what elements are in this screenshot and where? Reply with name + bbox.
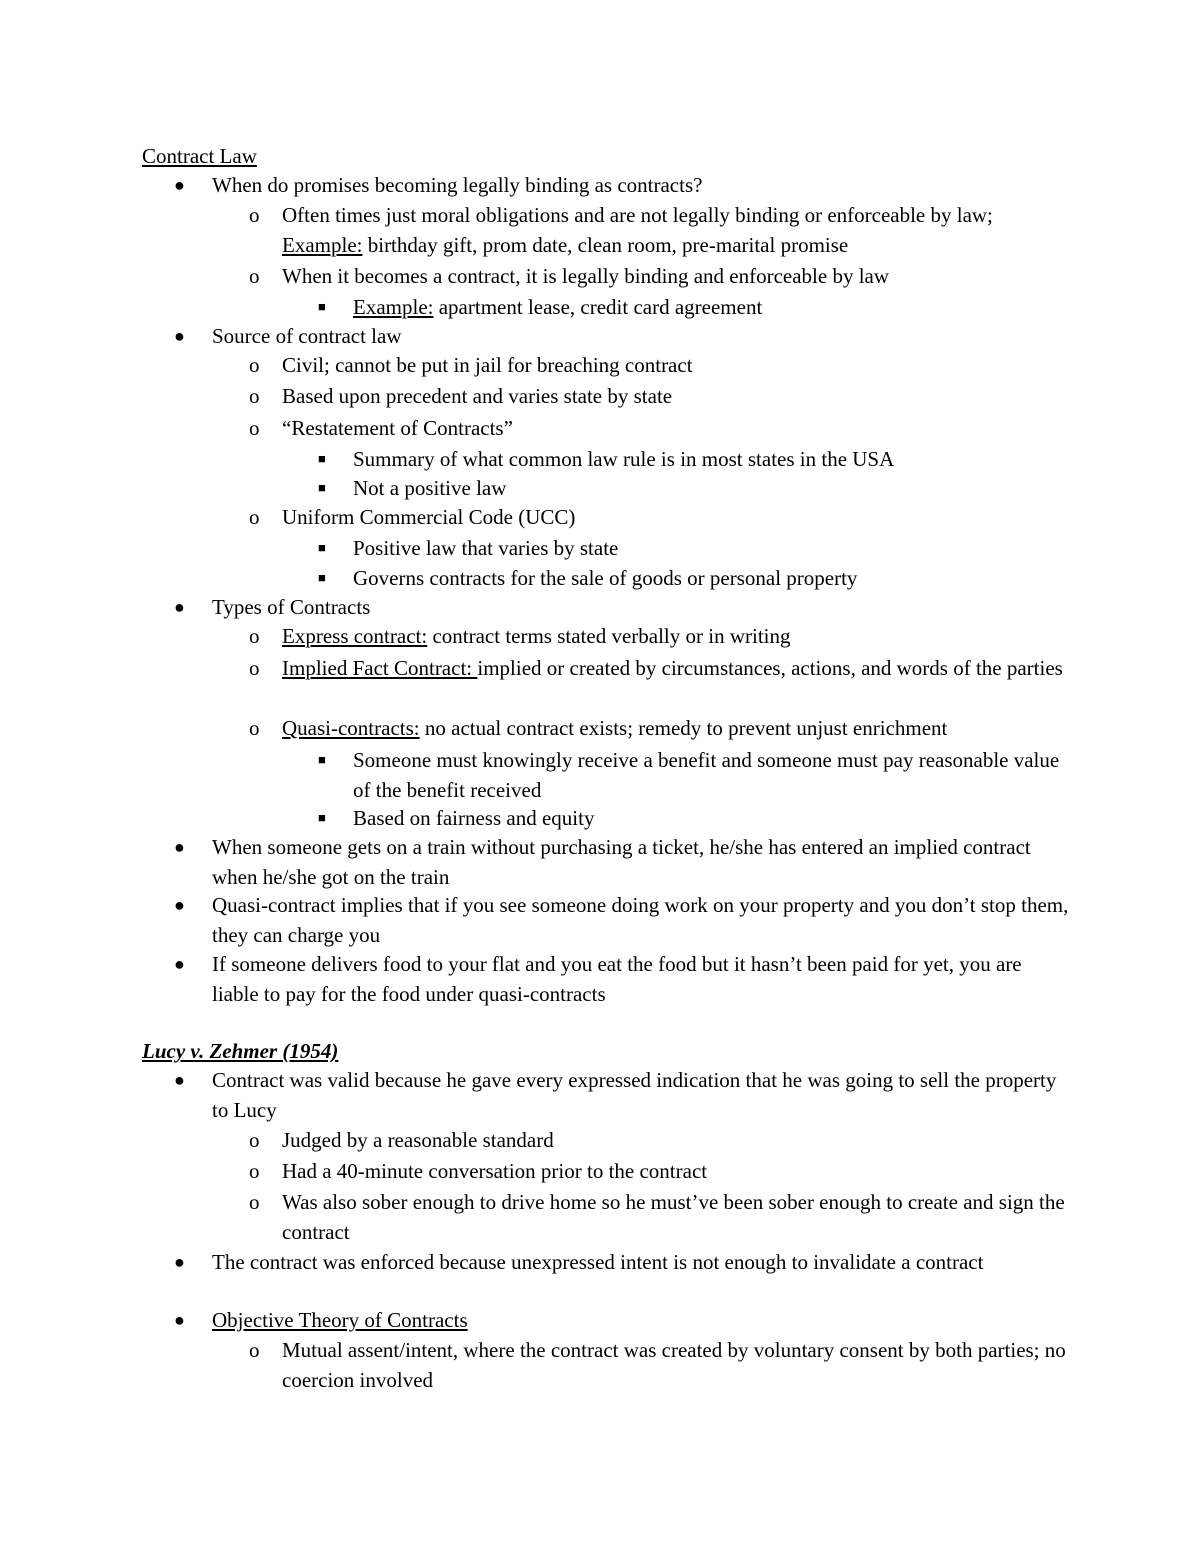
- bullet-circle: o: [249, 353, 260, 377]
- item-text: Often times just moral obligations and are not legally binding or enforceable by law;: [282, 203, 993, 227]
- bullet-circle: o: [249, 505, 260, 529]
- item-text: Had a 40-minute conversation prior to the contract: [282, 1159, 708, 1183]
- item-text: Someone must knowingly receive a benefit and someone must pay reasonable value of the benefit received: [353, 748, 1060, 802]
- bullet-square: ■: [318, 299, 326, 314]
- item-text: Contract was valid because he gave every expressed indication that he was going to sell the property to Lucy: [212, 1068, 1057, 1122]
- list-item: [318, 745, 1073, 805]
- list-item: [174, 1305, 1072, 1335]
- item-text: When do promises becoming legally binding as contracts?: [212, 173, 703, 197]
- bullet-circle: o: [249, 203, 260, 227]
- list-item: [174, 170, 1072, 200]
- list-item: [174, 1065, 1072, 1125]
- item-label: Implied Fact Contract:: [282, 656, 478, 680]
- item-text: Uniform Commercial Code (UCC): [282, 505, 576, 529]
- item-text: Summary of what common law rule is in most states in the USA: [353, 447, 895, 471]
- bullet-square: ■: [318, 752, 326, 767]
- item-text: When someone gets on a train without purchasing a ticket, he/she has entered an implied contract when he/she got on the train: [212, 835, 1031, 889]
- bullet-circle: o: [249, 416, 260, 440]
- list-item: [249, 200, 1072, 260]
- bullet-circle: o: [249, 1190, 260, 1214]
- item-text: Governs contracts for the sale of goods or personal property: [353, 566, 858, 590]
- item-text-tail: implied or created by circumstances, actions, and words of the parties: [477, 656, 1063, 680]
- list-item: [174, 592, 1072, 622]
- item-text: If someone delivers food to your flat and you eat the food but it hasn’t been paid for yet, you are liable to pay for the food under quasi-contracts: [212, 952, 1022, 1006]
- list-item: [174, 321, 1072, 351]
- list-item: [318, 533, 1073, 563]
- bullet-dot: ●: [174, 895, 185, 915]
- item-label: Example:: [353, 295, 434, 319]
- item-text: Types of Contracts: [212, 595, 371, 619]
- list-item: [174, 890, 1072, 950]
- bullet-dot: ●: [174, 954, 185, 974]
- bullet-circle: o: [249, 716, 260, 740]
- bullet-dot: ●: [174, 837, 185, 857]
- item-text: When it becomes a contract, it is legally binding and enforceable by law: [282, 264, 890, 288]
- list-item: [174, 949, 1072, 1009]
- list-item: [249, 621, 1072, 651]
- bullet-circle: o: [249, 656, 260, 680]
- item-label: Example:: [282, 233, 363, 257]
- list-item: [249, 502, 1072, 532]
- item-label: Quasi-contracts:: [282, 716, 420, 740]
- bullet-circle: o: [249, 1159, 260, 1183]
- item-text-tail: contract terms stated verbally or in writing: [427, 624, 791, 648]
- item-text: Quasi-contract implies that if you see someone doing work on your property and you don’t stop them, they can charge you: [212, 893, 1069, 947]
- list-item: [249, 713, 1072, 743]
- list-item: [318, 473, 1073, 503]
- bullet-circle: o: [249, 1128, 260, 1152]
- list-item: [249, 381, 1072, 411]
- list-item: [318, 292, 1073, 322]
- list-item: [249, 653, 1072, 683]
- list-item: [249, 413, 1072, 443]
- bullet-dot: ●: [174, 326, 185, 346]
- list-item: [174, 1247, 1072, 1277]
- bullet-circle: o: [249, 624, 260, 648]
- item-text: Was also sober enough to drive home so he must’ve been sober enough to create and sign the contract: [282, 1190, 1065, 1244]
- list-item: [249, 1335, 1072, 1395]
- item-label: Objective Theory of Contracts: [212, 1308, 468, 1332]
- item-text: “Restatement of Contracts”: [282, 416, 513, 440]
- item-text: Not a positive law: [353, 476, 507, 500]
- bullet-dot: ●: [174, 1070, 185, 1090]
- item-text: Judged by a reasonable standard: [282, 1128, 554, 1152]
- bullet-square: ■: [318, 480, 326, 495]
- bullet-dot: ●: [174, 1252, 185, 1272]
- bullet-square: ■: [318, 810, 326, 825]
- list-item: [249, 1156, 1072, 1186]
- heading-case-lucy-v-zehmer: Lucy v. Zehmer (1954): [142, 1039, 339, 1063]
- list-item: [318, 563, 1073, 593]
- bullet-dot: ●: [174, 597, 185, 617]
- item-text: Mutual assent/intent, where the contract was created by voluntary consent by both parties; no coercion involved: [282, 1338, 1066, 1392]
- bullet-square: ■: [318, 570, 326, 585]
- list-item: [249, 1125, 1072, 1155]
- heading-contract-law: Contract Law: [142, 144, 257, 168]
- bullet-square: ■: [318, 540, 326, 555]
- item-text: Based upon precedent and varies state by state: [282, 384, 673, 408]
- item-text: Positive law that varies by state: [353, 536, 619, 560]
- list-item: [249, 1187, 1072, 1247]
- list-item: [318, 803, 1073, 833]
- item-text-tail: apartment lease, credit card agreement: [433, 295, 763, 319]
- item-label: Express contract:: [282, 624, 428, 648]
- bullet-dot: ●: [174, 175, 185, 195]
- bullet-square: ■: [318, 451, 326, 466]
- bullet-dot: ●: [174, 1310, 185, 1330]
- bullet-circle: o: [249, 384, 260, 408]
- item-text: The contract was enforced because unexpressed intent is not enough to invalidate a contract: [212, 1250, 984, 1274]
- list-item: [249, 261, 1072, 291]
- bullet-circle: o: [249, 1338, 260, 1362]
- list-item: [174, 832, 1072, 892]
- list-item: [318, 444, 1073, 474]
- item-text-tail: birthday gift, prom date, clean room, pre-marital promise: [362, 233, 849, 257]
- item-text: Civil; cannot be put in jail for breaching contract: [282, 353, 693, 377]
- item-text: Source of contract law: [212, 324, 402, 348]
- item-text: Based on fairness and equity: [353, 806, 595, 830]
- list-item: [249, 350, 1072, 380]
- item-text-tail: no actual contract exists; remedy to prevent unjust enrichment: [419, 716, 948, 740]
- bullet-circle: o: [249, 264, 260, 288]
